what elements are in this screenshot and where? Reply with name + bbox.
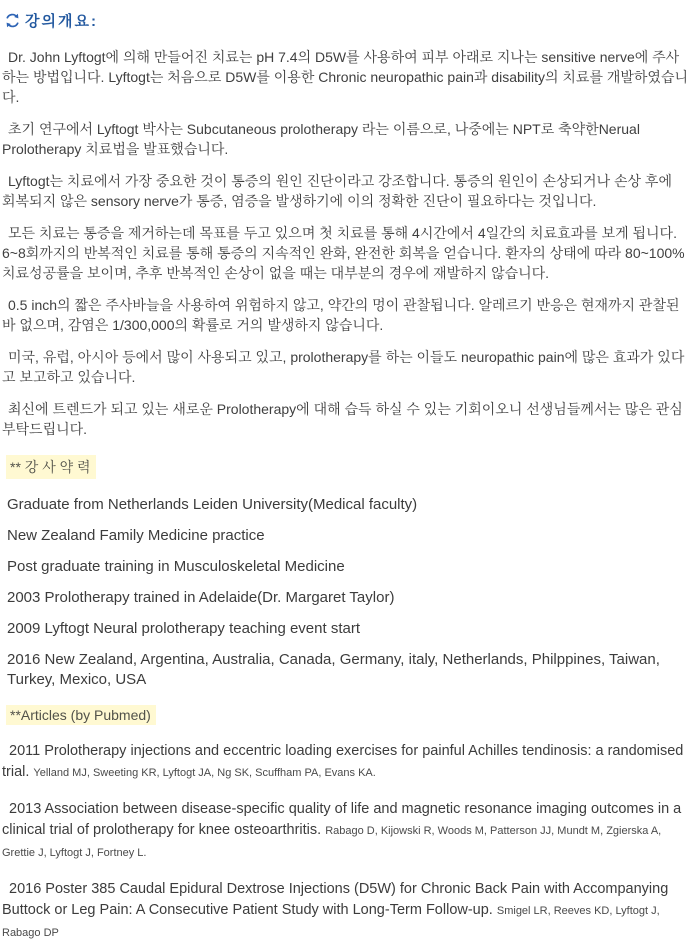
page-title-row: [4, 10, 689, 31]
article-item: [2, 741, 689, 784]
overview-paragraph: 미국, 유럽, 아시아 등에서 많이 사용되고 있고, prolotherapy를 하는 이들도 neuropathic pain에 많은 효과가 있다고 보고하고 있습니다.: [2, 349, 685, 385]
overview-paragraph: Dr. John Lyftogt에 의해 만들어진 치료는 pH 7.4의 D5W를 사용하여 피부 아래로 지나는 sensitive nerve에 주사하는 방법입니다. Lyftogt는 처음으로 D5W를 이용한 Chronic neuropathic pain과 disability의 치료를 개발하였습니다.: [2, 49, 689, 105]
article-authors: Smigel LR, Reeves KD, Lyftogt J, Rabago DP: [2, 905, 660, 939]
article-title: 2011 Prolotherapy injections and eccentric loading exercises for painful Achilles tendinosis: a randomised trial.: [2, 743, 684, 780]
overview-paragraph: 모든 치료는 통증을 제거하는데 목표를 두고 있으며 첫 치료를 통해 4시간에서 4일간의 치료효과를 보게 됩니다. 6~8회까지의 반복적인 치료를 통해 통증의 지속적인 완화, 완전한 회복을 얻습니다. 환자의 상태에 따라 80~100% 치료성공률을 보이며, 추후 반복적인 손상이 없을 때는 대부분의 경우에 재발하지 않습니다.: [2, 225, 685, 281]
refresh-icon: [4, 12, 21, 29]
overview-paragraph: Lyftogt는 치료에서 가장 중요한 것이 통증의 원인 진단이라고 강조합니다. 통증의 원인이 손상되거나 손상 후에 회복되지 않은 sensory nerve가 통증, 염증을 발생하기에 이의 정확한 진단이 필요하다는 것입니다.: [2, 173, 672, 209]
overview-paragraph: 최신에 트렌드가 되고 있는 새로운 Prolotherapy에 대해 습득 하실 수 있는 기회이오니 선생님들께서는 많은 관심 부탁드립니다.: [2, 401, 683, 437]
instructor-item: Post graduate training in Musculoskeletal Medicine: [7, 558, 345, 575]
article-item: [2, 879, 689, 944]
instructor-item: New Zealand Family Medicine practice: [7, 527, 265, 544]
article-authors: Yelland MJ, Sweeting KR, Lyftogt JA, Ng SK, Scuffham PA, Evans KA.: [33, 767, 376, 779]
instructor-heading: ** 강 사 약 력: [6, 455, 96, 479]
instructor-item: 2016 New Zealand, Argentina, Australia, Canada, Germany, italy, Netherlands, Philppines, Taiwan, Turkey, Mexico, USA: [7, 651, 660, 688]
page-title: 강의개요:: [25, 13, 98, 30]
instructor-item: Graduate from Netherlands Leiden University(Medical faculty): [7, 496, 418, 513]
article-item: [2, 799, 689, 864]
article-title: 2016 Poster 385 Caudal Epidural Dextrose Injections (D5W) for Chronic Back Pain with Accompanying Buttock or Leg Pain: A Consecutive Patient Study with Long-Term Follow-up.: [2, 881, 669, 918]
overview-paragraph: 초기 연구에서 Lyftogt 박사는 Subcutaneous prolotherapy 라는 이름으로, 나중에는 NPT로 축약한Nerual Prolotherapy 치료법을 발표했습니다.: [2, 121, 640, 157]
overview-section: [2, 47, 689, 439]
overview-paragraph: 0.5 inch의 짧은 주사바늘을 사용하여 위험하지 않고, 약간의 멍이 관찰됩니다. 알레르기 반응은 현재까지 관찰된 바 없으며, 감염은 1/300,000의 확률로 거의 발생하지 않습니다.: [2, 297, 680, 333]
articles-section: [2, 741, 689, 944]
articles-heading: **Articles (by Pubmed): [6, 705, 156, 725]
article-title: 2013 Association between disease-specific quality of life and magnetic resonance imaging outcomes in a clinical trial of prolotherapy for knee osteoarthritis.: [2, 801, 682, 838]
instructor-item: 2003 Prolotherapy trained in Adelaide(Dr. Margaret Taylor): [7, 589, 395, 606]
instructor-section: [2, 495, 689, 690]
article-authors: Rabago D, Kijowski R, Woods M, Patterson JJ, Mundt M, Zgierska A, Grettie J, Lyftogt J, Fortney L.: [2, 825, 662, 859]
instructor-item: 2009 Lyftogt Neural prolotherapy teaching event start: [7, 620, 360, 637]
